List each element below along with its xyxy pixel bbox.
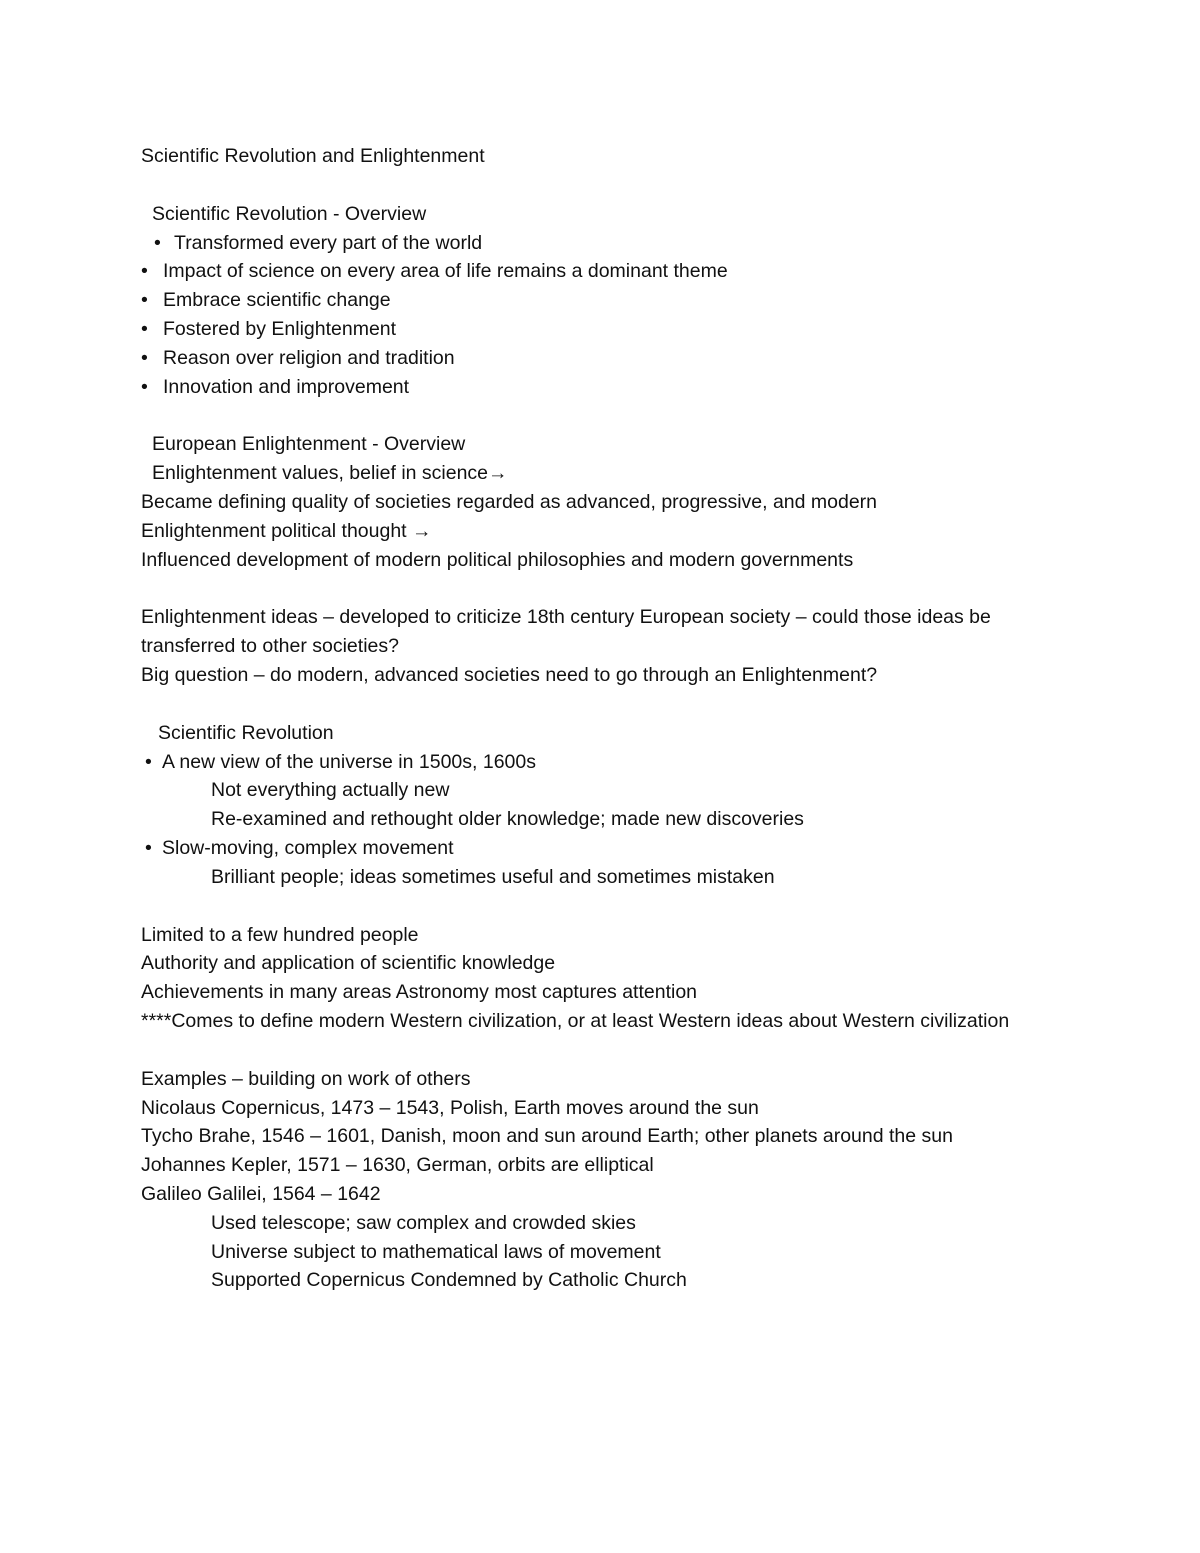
- sub-item: Re-examined and rethought older knowledge; made new discoveries: [211, 808, 804, 831]
- list-item: [141, 257, 1061, 286]
- sub-item: Universe subject to mathematical laws of movement: [211, 1240, 661, 1263]
- list-item: [141, 834, 1061, 863]
- paragraph-western-civilization: ****Comes to define modern Western civilization, or at least Western ideas about Western civilization: [141, 1009, 1010, 1032]
- bullet-icon: •: [141, 375, 148, 398]
- section-heading-european-enlightenment-overview: European Enlightenment - Overview: [152, 433, 466, 456]
- spacer: [141, 892, 1061, 921]
- list-item-text: Embrace scientific change: [163, 289, 391, 312]
- list-item-text: Transformed every part of the world: [174, 231, 483, 254]
- text-line: Authority and application of scientific knowledge: [141, 952, 556, 975]
- spacer: [141, 1036, 1061, 1065]
- list-item: [141, 373, 1061, 402]
- bullet-icon: •: [141, 289, 148, 312]
- text-line: Limited to a few hundred people: [141, 923, 419, 946]
- text-line: Enlightenment values, belief in science→: [152, 462, 508, 485]
- list-item: [141, 344, 1061, 373]
- bullet-icon: •: [141, 317, 148, 340]
- list-item-text: Reason over religion and tradition: [163, 346, 455, 369]
- document-body: [141, 142, 1061, 1295]
- spacer: [141, 574, 1061, 603]
- list-item-text: Slow-moving, complex movement: [162, 836, 454, 859]
- text-line: Enlightenment political thought →: [141, 519, 432, 542]
- spacer: [141, 690, 1061, 719]
- text-line-kepler: Johannes Kepler, 1571 – 1630, German, orbits are elliptical: [141, 1154, 654, 1177]
- list-item: [141, 286, 1061, 315]
- text-line-big-question: Big question – do modern, advanced societies need to go through an Enlightenment?: [141, 663, 878, 686]
- list-item: [141, 229, 1061, 258]
- spacer: [141, 401, 1061, 430]
- text-line-brahe: Tycho Brahe, 1546 – 1601, Danish, moon and sun around Earth; other planets around the sun: [141, 1125, 953, 1148]
- list-item: [141, 748, 1061, 777]
- text-line-copernicus: Nicolaus Copernicus, 1473 – 1543, Polish, Earth moves around the sun: [141, 1096, 759, 1119]
- bullet-icon: •: [141, 346, 148, 369]
- list-item-text: Innovation and improvement: [163, 375, 410, 398]
- sub-item: Supported Copernicus Condemned by Catholic Church: [211, 1269, 687, 1292]
- sub-item: Brilliant people; ideas sometimes useful and sometimes mistaken: [211, 865, 775, 888]
- text-line-galileo: Galileo Galilei, 1564 – 1642: [141, 1182, 381, 1205]
- bullet-icon: •: [141, 260, 148, 283]
- section-heading-examples: Examples – building on work of others: [141, 1067, 471, 1090]
- text-line: Influenced development of modern political philosophies and modern governments: [141, 548, 854, 571]
- bullet-icon: •: [154, 231, 161, 254]
- list-item-text: Fostered by Enlightenment: [163, 317, 397, 340]
- document-title: Scientific Revolution and Enlightenment: [141, 145, 485, 167]
- bullet-icon: •: [145, 836, 152, 859]
- bullet-icon: •: [145, 750, 152, 773]
- text-line: Achievements in many areas Astronomy most captures attention: [141, 981, 698, 1004]
- spacer: [141, 171, 1061, 200]
- text-line: Became defining quality of societies regarded as advanced, progressive, and modern: [141, 490, 878, 513]
- section-heading-scientific-revolution-overview: Scientific Revolution - Overview: [152, 202, 427, 225]
- paragraph-enlightenment-ideas: Enlightenment ideas – developed to criticize 18th century European society – could those ideas be transferred to other societies?: [141, 606, 991, 658]
- sub-item: Used telescope; saw complex and crowded skies: [211, 1211, 636, 1234]
- list-item-text: A new view of the universe in 1500s, 1600s: [162, 750, 536, 773]
- list-item-text: Impact of science on every area of life remains a dominant theme: [163, 260, 728, 283]
- section-heading-scientific-revolution: Scientific Revolution: [158, 721, 334, 744]
- sub-item: Not everything actually new: [211, 779, 450, 802]
- list-item: [141, 315, 1061, 344]
